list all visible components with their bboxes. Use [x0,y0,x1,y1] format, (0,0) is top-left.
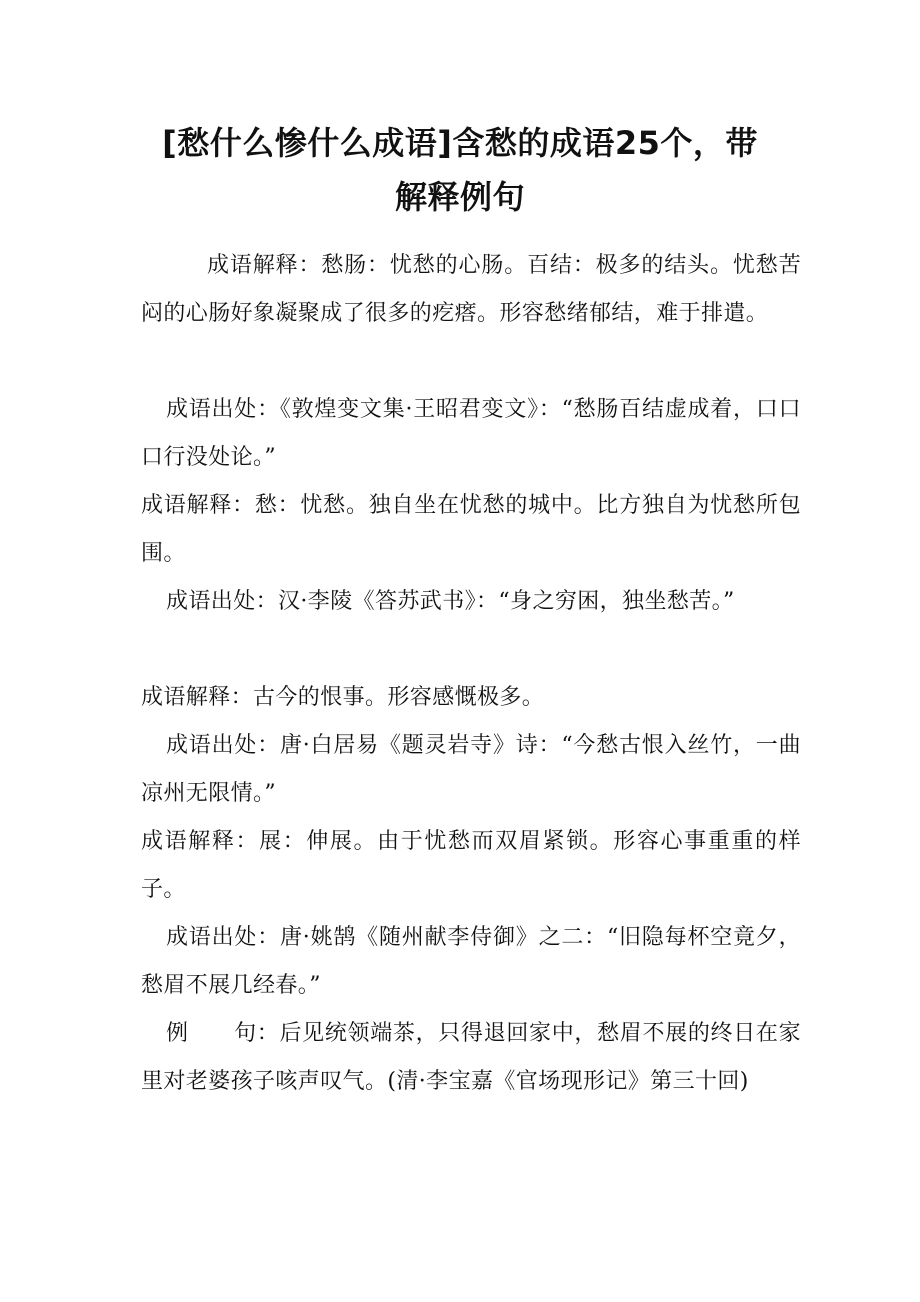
paragraph-definition-3: 成语解释：古今的恨事。形容感慨极多。 [141,685,545,710]
paragraph-source-2: 成语出处：汉·李陵《答苏武书》：“身之穷困，独坐愁苦。” [166,589,735,614]
paragraph-source-3: 成语出处：唐·白居易《题灵岩寺》诗：“今愁古恨入丝竹，一曲凉州无限情。” [141,733,801,806]
paragraph-source-4: 成语出处：唐·姚鹄《随州献李侍御》之二：“旧隐每杯空竟夕，愁眉不展几经春。” [141,925,801,998]
paragraph-definition-1: 成语解释：愁肠：忧愁的心肠。百结：极多的结头。忧愁苦闷的心肠好象凝聚成了很多的疙瘩。形容愁绪郁结，难于排遣。 [141,253,801,326]
paragraph-example: 例 句：后见统领端茶，只得退回家中，愁眉不展的终日在家里对老婆孩子咳声叹气。(清·李宝嘉《官场现形记》第三十回) [141,1021,801,1094]
paragraph-source-1: 成语出处：《敦煌变文集·王昭君变文》：“愁肠百结虚成着，口口口行没处论。” [141,397,801,470]
document-title-line-2: 解释例句 [394,178,525,216]
paragraph-definition-4: 成语解释：展：伸展。由于忧愁而双眉紧锁。形容心事重重的样子。 [141,829,801,902]
paragraph-definition-2: 成语解释：愁：忧愁。独自坐在忧愁的城中。比方独自为忧愁所包围。 [141,493,801,566]
document-title-line-1: [愁什么惨什么成语]含愁的成语25个，带 [162,124,758,162]
